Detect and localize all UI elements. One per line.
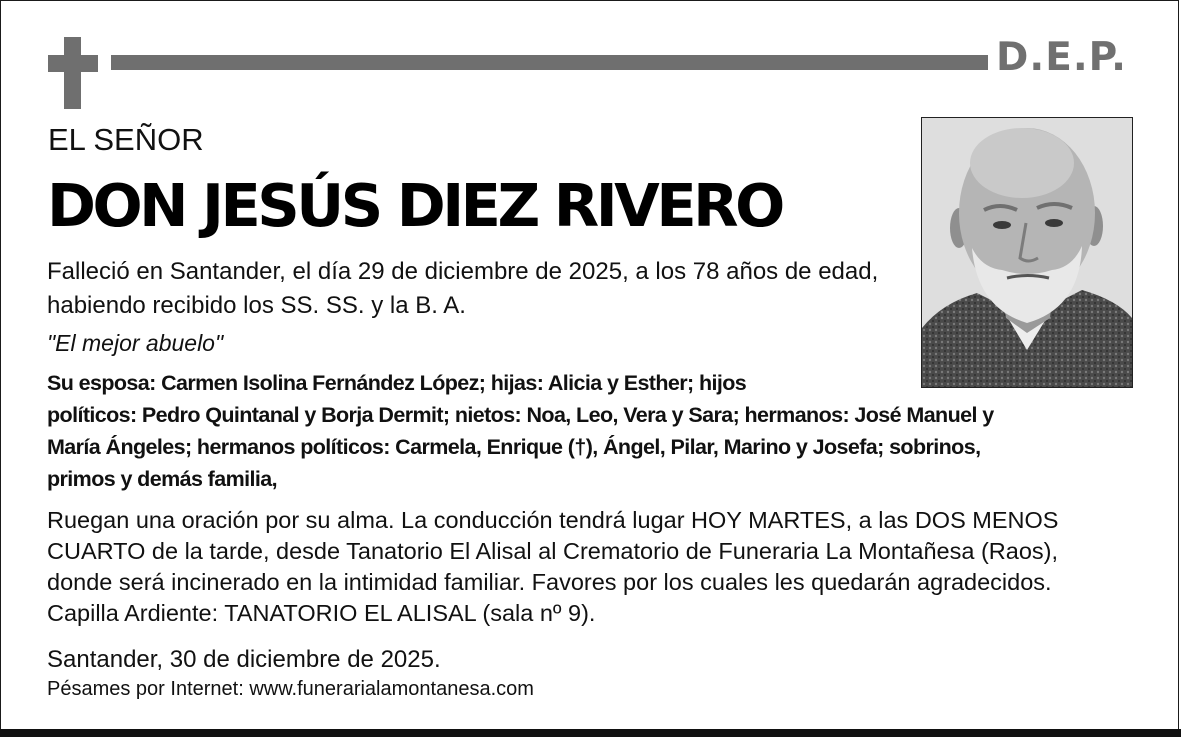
family-line-3: María Ángeles; hermanos políticos: Carmela, Enrique (†), Ángel, Pilar, Marino y Josefa; sobrinos, bbox=[47, 435, 981, 459]
header-rule bbox=[111, 55, 988, 70]
family-line-4: primos y demás familia, bbox=[47, 467, 277, 491]
family-line-1: Su esposa: Carmen Isolina Fernández López; hijas: Alicia y Esther; hijos bbox=[47, 371, 747, 395]
dep-label: D.E.P. bbox=[996, 35, 1127, 80]
portrait-photo bbox=[921, 117, 1133, 388]
date-line: Santander, 30 de diciembre de 2025. bbox=[47, 646, 441, 673]
ceremony-line-2: CUARTO de la tarde, desde Tanatorio El Alisal al Crematorio de Funeraria La Montañesa (Raos), bbox=[47, 538, 1059, 564]
death-notice-line-2: habiendo recibido los SS. SS. y la B. A. bbox=[47, 292, 466, 319]
cross-icon bbox=[48, 37, 98, 109]
death-notice-line-1: Falleció en Santander, el día 29 de diciembre de 2025, a los 78 años de edad, bbox=[47, 258, 879, 285]
condolences-link[interactable]: Pésames por Internet: www.funerarialamontanesa.com bbox=[47, 678, 534, 700]
bottom-border bbox=[0, 729, 1181, 737]
honorific: EL SEÑOR bbox=[48, 122, 204, 157]
family-line-2: políticos: Pedro Quintanal y Borja Dermit; nietos: Noa, Leo, Vera y Sara; hermanos: José Manuel y bbox=[47, 403, 994, 427]
epitaph: "El mejor abuelo" bbox=[47, 330, 224, 356]
deceased-name: DON JESÚS DIEZ RIVERO bbox=[47, 171, 782, 240]
ceremony-line-1: Ruegan una oración por su alma. La conducción tendrá lugar HOY MARTES, a las DOS MENOS bbox=[47, 507, 1059, 533]
ceremony-line-4: Capilla Ardiente: TANATORIO EL ALISAL (sala nº 9). bbox=[47, 600, 596, 626]
ceremony-line-3: donde será incinerado en la intimidad familiar. Favores por los cuales les quedarán agradecidos. bbox=[47, 569, 1052, 595]
